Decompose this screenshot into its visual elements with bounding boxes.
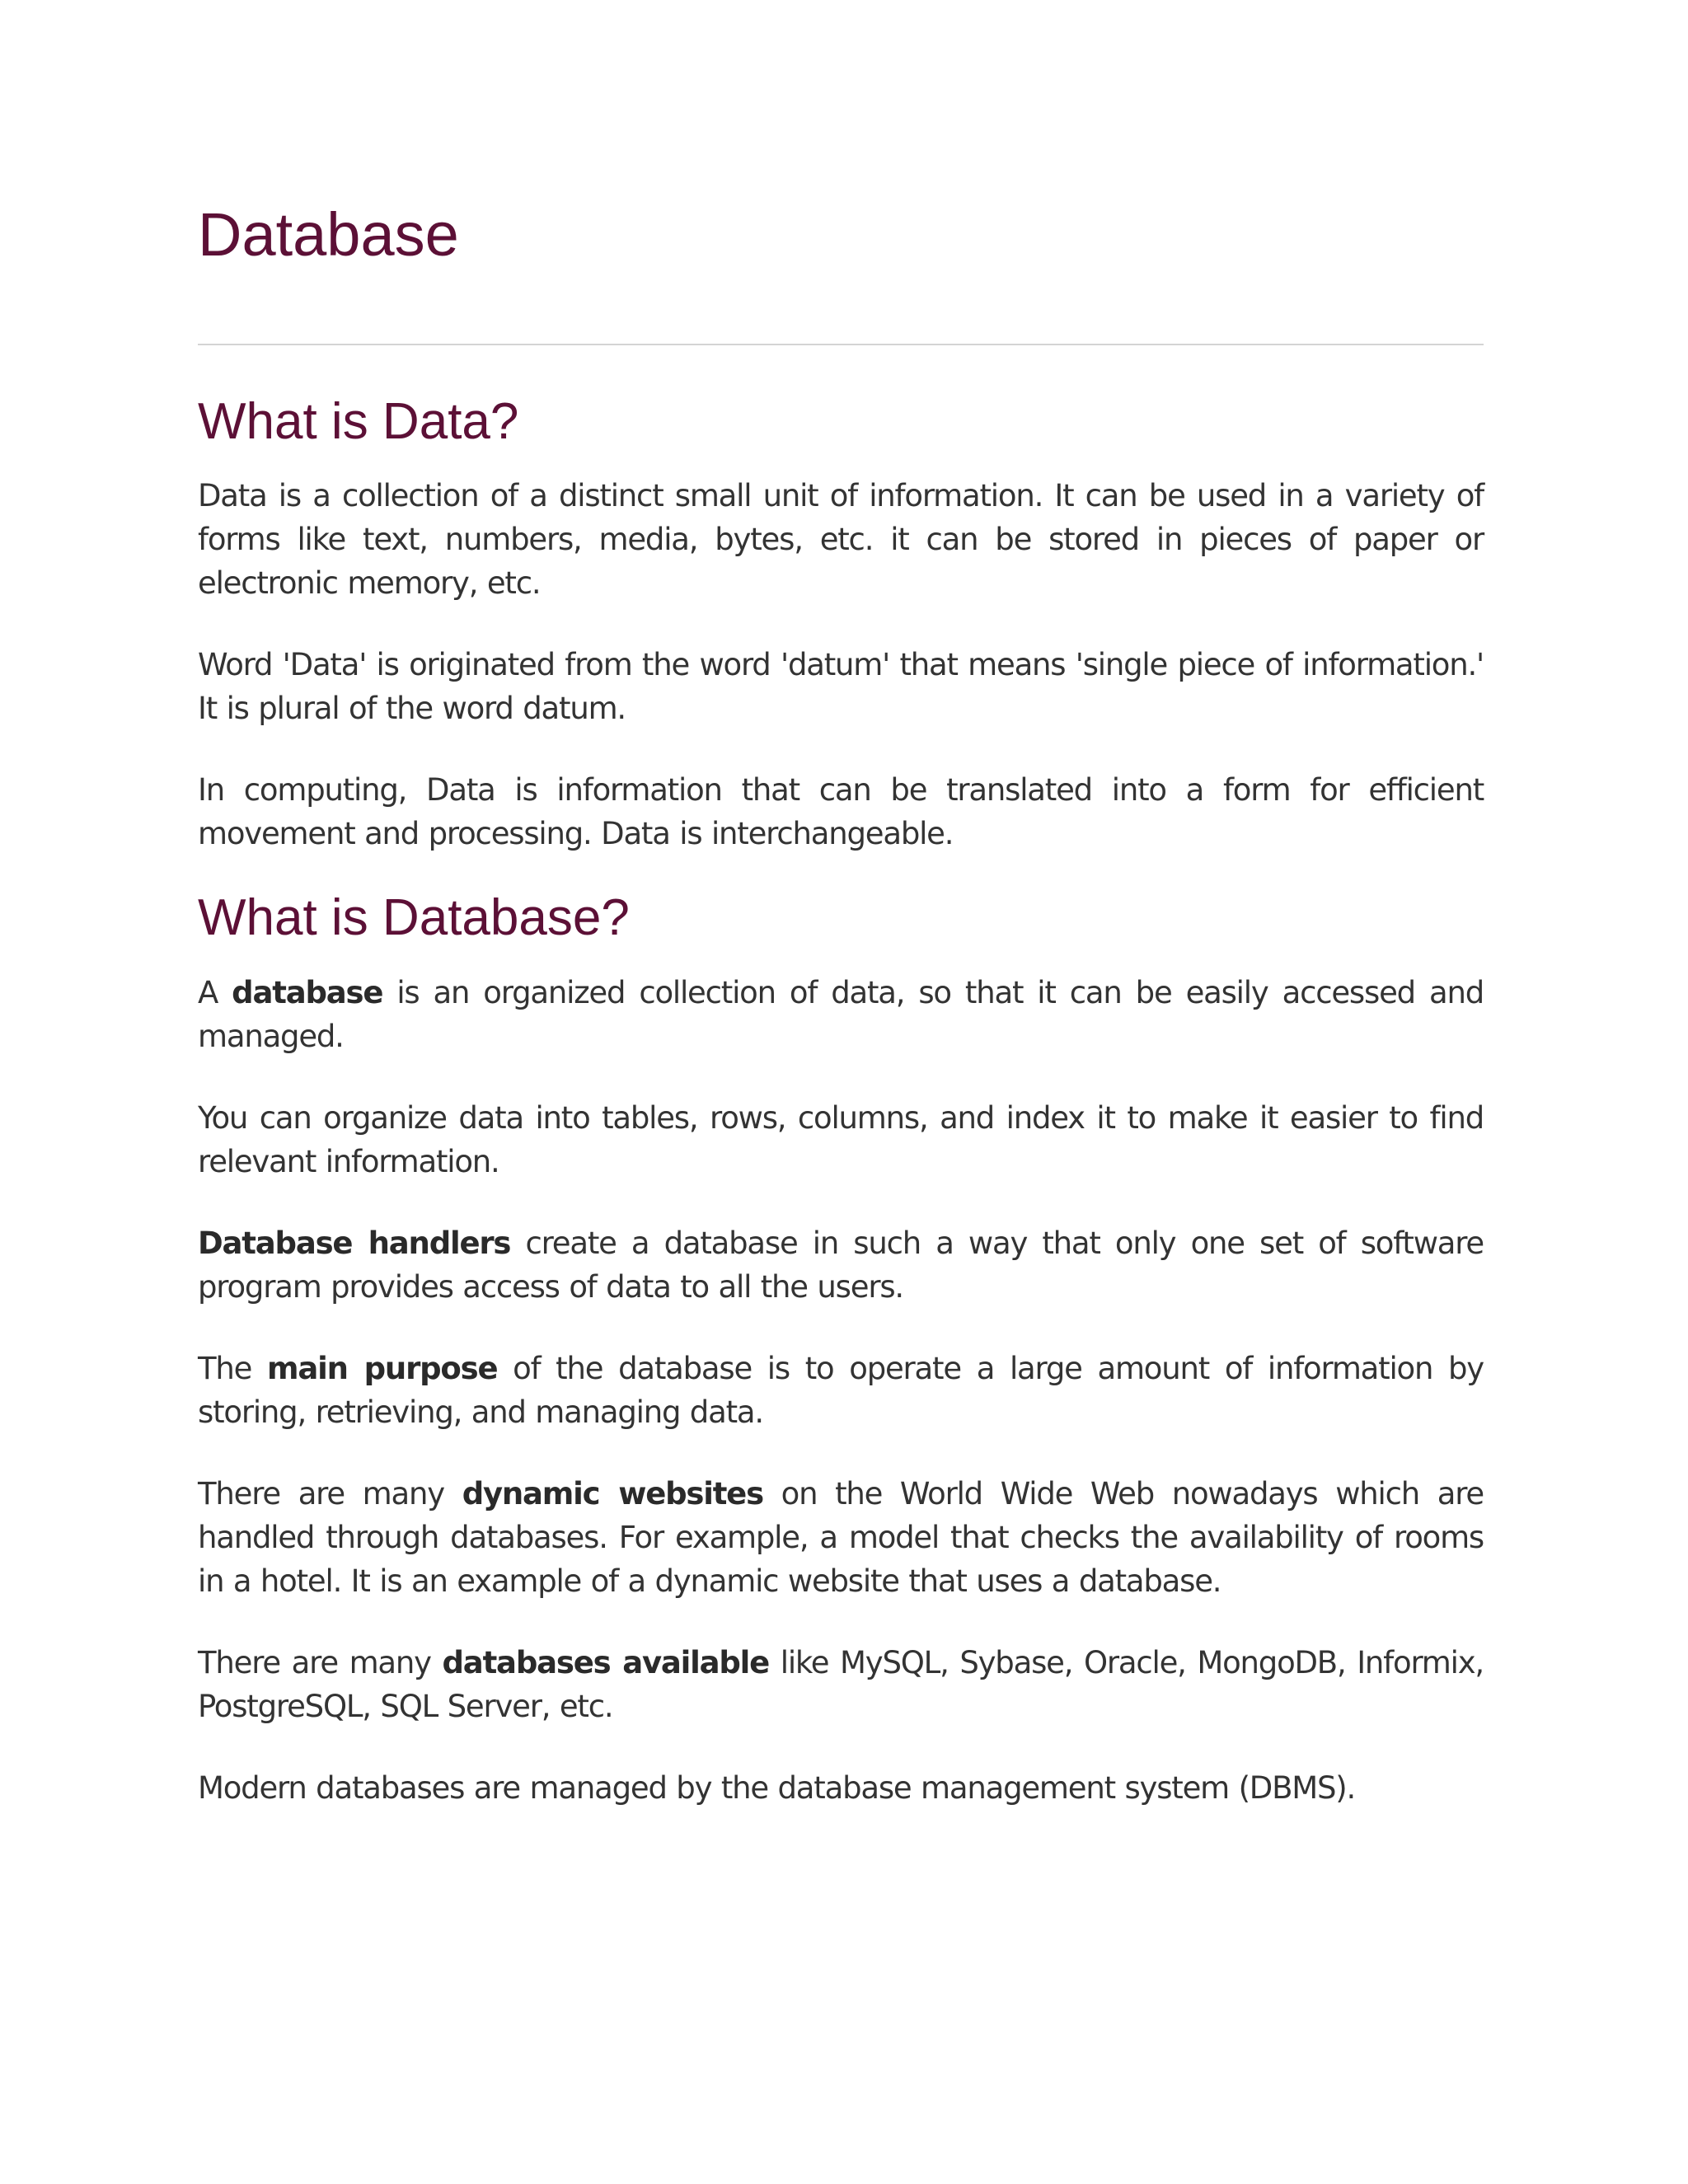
bold-term: main purpose [267, 1350, 498, 1386]
bold-term: database [232, 974, 383, 1010]
text-run: like MySQL, Sybase, Oracle, MongoDB, Informix, PostgreSQL, SQL Server, etc. [198, 1644, 1484, 1724]
paragraph: Modern databases are managed by the database management system (DBMS). [198, 1769, 1356, 1806]
section-what-is-data [198, 392, 1484, 855]
section-heading: What is Database? [198, 889, 630, 947]
paragraph [198, 1641, 1484, 1728]
page-title: Database [198, 200, 459, 269]
text-run: create a database in such a way that only one set of software program provides access of data to all the users. [198, 1225, 1484, 1305]
text-run: is an organized collection of data, so that it can be easily accessed and managed. [198, 974, 1484, 1054]
paragraph: Data is a collection of a distinct small unit of information. It can be used in a variety of forms like text, numbers, media, bytes, etc. it can be stored in pieces of paper or electronic memory, etc. [198, 478, 1484, 602]
section-heading: What is Data? [198, 393, 519, 450]
paragraph [198, 1472, 1484, 1603]
paragraph [198, 971, 1484, 1058]
section-what-is-database [198, 888, 1484, 1809]
text-run: of the database is to operate a large amount of information by storing, retrieving, and managing data. [198, 1350, 1484, 1430]
text-run: A [198, 974, 232, 1010]
paragraph [198, 1221, 1484, 1309]
text-run: There are many [198, 1644, 443, 1680]
paragraph: You can organize data into tables, rows, columns, and index it to make it easier to find relevant information. [198, 1099, 1484, 1179]
title-divider [198, 344, 1484, 345]
paragraph: Word 'Data' is originated from the word 'datum' that means 'single piece of information.' It is plural of the word datum. [198, 647, 1484, 727]
paragraph: In computing, Data is information that can be translated into a form for efficient movement and processing. Data is interchangeable. [198, 772, 1484, 852]
text-run: There are many [198, 1475, 462, 1511]
text-run: The [198, 1350, 267, 1386]
bold-term: databases available [442, 1644, 770, 1680]
document-content [198, 392, 1484, 1810]
bold-term: dynamic websites [462, 1475, 763, 1511]
paragraph [198, 1347, 1484, 1434]
bold-term: Database handlers [198, 1225, 511, 1261]
text-run: on the World Wide Web nowadays which are handled through databases. For example, a model that checks the availability of rooms in a hotel. It is an example of a dynamic website that uses a database. [198, 1475, 1484, 1599]
